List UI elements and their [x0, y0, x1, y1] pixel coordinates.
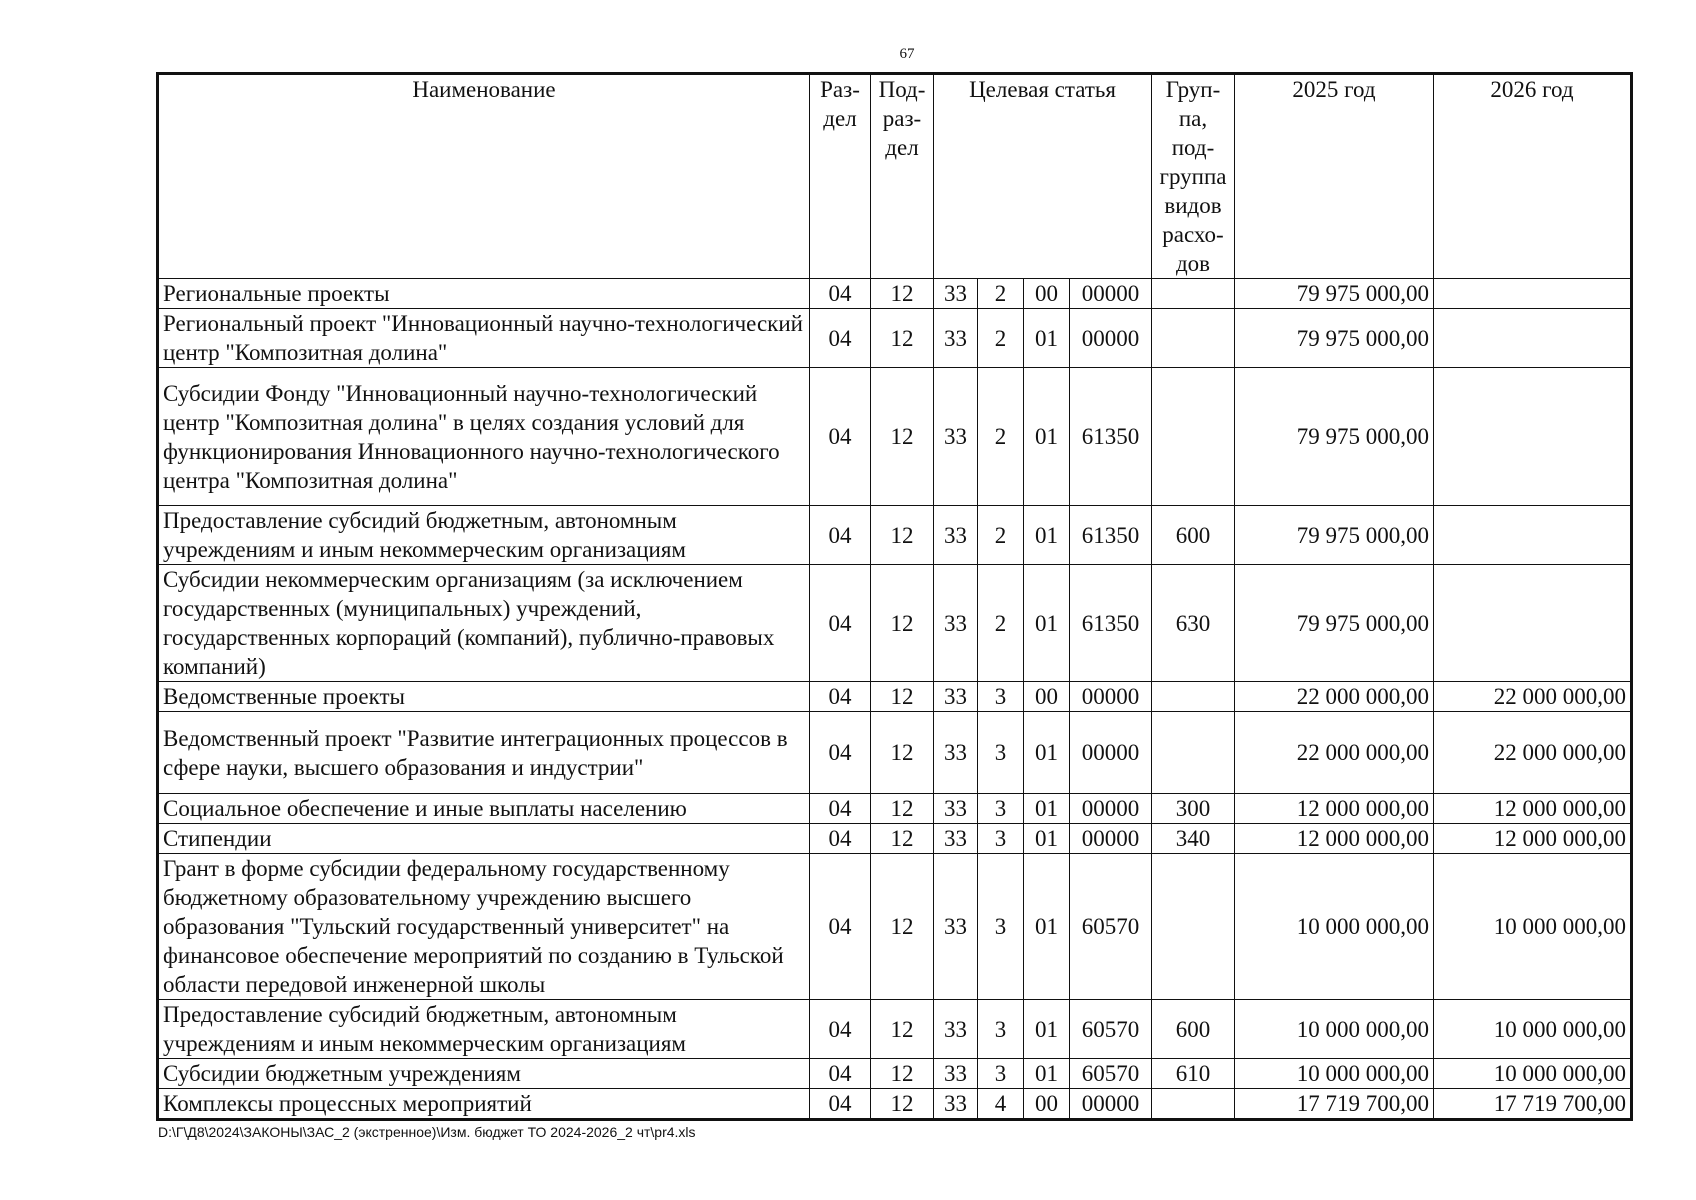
row-target-type: 3 [978, 854, 1024, 1000]
row-razdel: 04 [810, 682, 871, 712]
row-target-subprogram: 01 [1024, 1059, 1070, 1089]
table-row [158, 368, 1632, 506]
row-name: Ведомственные проекты [158, 682, 810, 712]
table-row [158, 824, 1632, 854]
table-row [158, 712, 1632, 794]
row-target-program: 33 [934, 794, 978, 824]
row-razdel: 04 [810, 1059, 871, 1089]
row-target-subprogram: 01 [1024, 794, 1070, 824]
table-row [158, 682, 1632, 712]
row-target-type: 2 [978, 565, 1024, 682]
row-podrazdel: 12 [871, 1000, 934, 1059]
row-target-direction: 00000 [1070, 712, 1152, 794]
row-podrazdel: 12 [871, 1059, 934, 1089]
row-amount-2025: 12 000 000,00 [1235, 824, 1434, 854]
row-target-type: 3 [978, 794, 1024, 824]
row-amount-2025: 79 975 000,00 [1235, 565, 1434, 682]
row-target-subprogram: 01 [1024, 712, 1070, 794]
row-target-subprogram: 01 [1024, 506, 1070, 565]
row-target-subprogram: 01 [1024, 1000, 1070, 1059]
row-amount-2026: 22 000 000,00 [1434, 712, 1632, 794]
row-name: Субсидии бюджетным учреждениям [158, 1059, 810, 1089]
row-podrazdel: 12 [871, 565, 934, 682]
row-target-program: 33 [934, 712, 978, 794]
row-target-type: 2 [978, 368, 1024, 506]
row-target-program: 33 [934, 309, 978, 368]
row-target-program: 33 [934, 1059, 978, 1089]
row-target-program: 33 [934, 1000, 978, 1059]
row-target-type: 2 [978, 309, 1024, 368]
row-target-direction: 00000 [1070, 794, 1152, 824]
row-amount-2026 [1434, 368, 1632, 506]
row-target-type: 2 [978, 506, 1024, 565]
row-expense-group: 340 [1152, 824, 1235, 854]
row-amount-2025: 79 975 000,00 [1235, 279, 1434, 309]
row-target-direction: 00000 [1070, 682, 1152, 712]
row-target-direction: 61350 [1070, 368, 1152, 506]
table-row [158, 794, 1632, 824]
row-razdel: 04 [810, 1000, 871, 1059]
table-row [158, 565, 1632, 682]
row-podrazdel: 12 [871, 309, 934, 368]
row-target-direction: 60570 [1070, 1000, 1152, 1059]
header-2026: 2026 год [1434, 74, 1632, 279]
row-name: Стипендии [158, 824, 810, 854]
row-target-direction: 60570 [1070, 854, 1152, 1000]
row-target-direction: 00000 [1070, 279, 1152, 309]
row-razdel: 04 [810, 309, 871, 368]
row-podrazdel: 12 [871, 368, 934, 506]
row-name: Социальное обеспечение и иные выплаты населению [158, 794, 810, 824]
row-podrazdel: 12 [871, 824, 934, 854]
table-row [158, 279, 1632, 309]
row-razdel: 04 [810, 1089, 871, 1120]
row-target-subprogram: 01 [1024, 824, 1070, 854]
row-amount-2026: 10 000 000,00 [1434, 854, 1632, 1000]
row-target-type: 3 [978, 824, 1024, 854]
file-path-footer: D:\Г\Д8\2024\ЗАКОНЫ\ЗАС_2 (экстренное)\Изм. бюджет ТО 2024-2026_2 чт\pr4.xls [158, 1124, 696, 1140]
row-razdel: 04 [810, 712, 871, 794]
row-razdel: 04 [810, 368, 871, 506]
row-name: Комплексы процессных мероприятий [158, 1089, 810, 1120]
row-razdel: 04 [810, 794, 871, 824]
table-row [158, 309, 1632, 368]
row-target-program: 33 [934, 854, 978, 1000]
row-target-direction: 60570 [1070, 1059, 1152, 1089]
row-target-type: 3 [978, 1059, 1024, 1089]
row-amount-2026: 22 000 000,00 [1434, 682, 1632, 712]
row-target-subprogram: 01 [1024, 565, 1070, 682]
row-target-direction: 00000 [1070, 824, 1152, 854]
row-amount-2026: 10 000 000,00 [1434, 1059, 1632, 1089]
row-target-type: 3 [978, 682, 1024, 712]
row-target-type: 3 [978, 712, 1024, 794]
row-expense-group [1152, 682, 1235, 712]
page-number: 67 [899, 46, 915, 62]
row-razdel: 04 [810, 506, 871, 565]
row-podrazdel: 12 [871, 682, 934, 712]
row-expense-group: 600 [1152, 1000, 1235, 1059]
row-name: Региональный проект "Инновационный научно-технологический центр "Композитная долина" [158, 309, 810, 368]
row-razdel: 04 [810, 565, 871, 682]
row-podrazdel: 12 [871, 506, 934, 565]
row-amount-2026 [1434, 279, 1632, 309]
row-expense-group [1152, 712, 1235, 794]
row-amount-2026 [1434, 506, 1632, 565]
row-name: Предоставление субсидий бюджетным, автономным учреждениям и иным некоммерческим организациям [158, 1000, 810, 1059]
row-target-subprogram: 01 [1024, 854, 1070, 1000]
row-expense-group: 600 [1152, 506, 1235, 565]
row-expense-group: 630 [1152, 565, 1235, 682]
row-amount-2026: 12 000 000,00 [1434, 824, 1632, 854]
row-name: Ведомственный проект "Развитие интеграционных процессов в сфере науки, высшего образования и индустрии" [158, 712, 810, 794]
row-target-direction: 61350 [1070, 506, 1152, 565]
header-row [158, 74, 1632, 279]
table-row [158, 1059, 1632, 1089]
row-target-program: 33 [934, 1089, 978, 1120]
row-target-program: 33 [934, 565, 978, 682]
header-podrazdel: Под- раз- дел [871, 74, 934, 279]
row-razdel: 04 [810, 279, 871, 309]
row-amount-2025: 17 719 700,00 [1235, 1089, 1434, 1120]
header-razdel: Раз- дел [810, 74, 871, 279]
row-target-type: 4 [978, 1089, 1024, 1120]
row-razdel: 04 [810, 824, 871, 854]
row-amount-2025: 10 000 000,00 [1235, 1059, 1434, 1089]
row-expense-group [1152, 1089, 1235, 1120]
table-row [158, 506, 1632, 565]
row-amount-2025: 79 975 000,00 [1235, 506, 1434, 565]
row-podrazdel: 12 [871, 1089, 934, 1120]
row-target-subprogram: 00 [1024, 1089, 1070, 1120]
table-row [158, 854, 1632, 1000]
row-name: Предоставление субсидий бюджетным, автономным учреждениям и иным некоммерческим организациям [158, 506, 810, 565]
row-target-subprogram: 01 [1024, 368, 1070, 506]
row-amount-2025: 79 975 000,00 [1235, 309, 1434, 368]
row-amount-2025: 10 000 000,00 [1235, 854, 1434, 1000]
row-target-direction: 00000 [1070, 309, 1152, 368]
row-target-type: 3 [978, 1000, 1024, 1059]
row-podrazdel: 12 [871, 712, 934, 794]
row-expense-group: 610 [1152, 1059, 1235, 1089]
row-expense-group [1152, 279, 1235, 309]
row-podrazdel: 12 [871, 854, 934, 1000]
row-target-direction: 00000 [1070, 1089, 1152, 1120]
header-name: Наименование [158, 74, 810, 279]
budget-table [156, 72, 1633, 1121]
row-expense-group: 300 [1152, 794, 1235, 824]
row-name: Грант в форме субсидии федеральному государственному бюджетному образовательному учреждению высшего образования "Тульский государственный университет" на финансовое обеспечение мероприятий по созданию в Тульской области передовой инженерной школы [158, 854, 810, 1000]
row-target-program: 33 [934, 682, 978, 712]
row-name: Субсидии некоммерческим организациям (за исключением государственных (муниципальных) учреждений, государственных корпораций (компаний), публично-правовых компаний) [158, 565, 810, 682]
row-amount-2025: 10 000 000,00 [1235, 1000, 1434, 1059]
header-group: Груп- па, под- группа видов расхо- дов [1152, 74, 1235, 279]
row-name: Субсидии Фонду "Инновационный научно-технологический центр "Композитная долина" в целях создания условий для функционирования Инновационного научно-технологического центра "Композитная долина" [158, 368, 810, 506]
row-amount-2025: 12 000 000,00 [1235, 794, 1434, 824]
row-target-program: 33 [934, 279, 978, 309]
row-amount-2026: 12 000 000,00 [1434, 794, 1632, 824]
row-amount-2026 [1434, 565, 1632, 682]
header-target: Целевая статья [934, 74, 1152, 279]
row-amount-2026: 10 000 000,00 [1434, 1000, 1632, 1059]
row-target-subprogram: 00 [1024, 279, 1070, 309]
row-razdel: 04 [810, 854, 871, 1000]
row-expense-group [1152, 854, 1235, 1000]
header-2025: 2025 год [1235, 74, 1434, 279]
row-podrazdel: 12 [871, 794, 934, 824]
row-target-subprogram: 00 [1024, 682, 1070, 712]
row-target-subprogram: 01 [1024, 309, 1070, 368]
row-target-type: 2 [978, 279, 1024, 309]
row-amount-2026: 17 719 700,00 [1434, 1089, 1632, 1120]
table-body [158, 279, 1632, 1120]
table-row [158, 1000, 1632, 1059]
table-row [158, 1089, 1632, 1120]
row-expense-group [1152, 309, 1235, 368]
row-amount-2025: 22 000 000,00 [1235, 712, 1434, 794]
row-expense-group [1152, 368, 1235, 506]
row-amount-2025: 79 975 000,00 [1235, 368, 1434, 506]
row-target-direction: 61350 [1070, 565, 1152, 682]
row-amount-2026 [1434, 309, 1632, 368]
row-name: Региональные проекты [158, 279, 810, 309]
row-amount-2025: 22 000 000,00 [1235, 682, 1434, 712]
row-podrazdel: 12 [871, 279, 934, 309]
row-target-program: 33 [934, 506, 978, 565]
row-target-program: 33 [934, 368, 978, 506]
row-target-program: 33 [934, 824, 978, 854]
